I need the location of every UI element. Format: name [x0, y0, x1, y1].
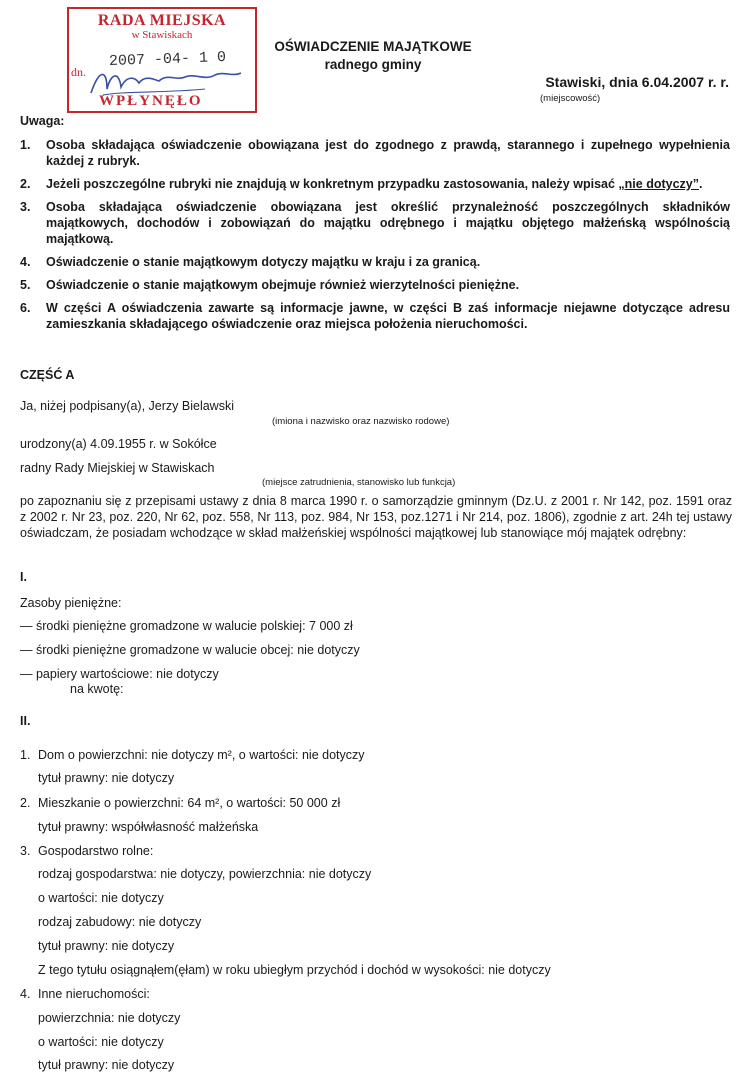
receipt-stamp — [67, 7, 257, 113]
note-item: 1. Osoba składająca oświadczenie obowiązana jest do zgodnego z prawdą, starannego i zupełnego wypełnienia każdej z rubryk. — [20, 138, 730, 168]
cash-foreign: — środki pieniężne gromadzone w walucie obcej: nie dotyczy — [20, 643, 360, 657]
farm-income: Z tego tytułu osiągnąłem(ęłam) w roku ubiegłym przychód i dochód w wysokości: nie dotyczy — [38, 963, 551, 977]
position-caption: (miejsce zatrudnienia, stanowisko lub funkcja) — [262, 477, 456, 488]
cash-pln: — środki pieniężne gromadzone w walucie polskiej: 7 000 zł — [20, 619, 353, 633]
stamp-subtitle: w Stawiskach — [131, 29, 193, 41]
stamp-received: WPŁYNĘŁO — [99, 93, 203, 109]
other-number: 4. — [20, 987, 31, 1001]
securities-amount: na kwotę: — [70, 682, 124, 696]
flat-line: Mieszkanie o powierzchni: 64 m², o wartości: 50 000 zł — [38, 796, 341, 810]
flat-title: tytuł prawny: współwłasność małżeńska — [38, 820, 259, 834]
note-item: 6. W części A oświadczenia zawarte są informacje jawne, w części B zaś informacje niejawne dotyczące adresu zamieszkania składającego oświadczenie oraz miejsca położenia nieruchomości. — [20, 301, 730, 331]
notes-list — [20, 137, 730, 339]
declarant-line: Ja, niżej podpisany(a), Jerzy Bielawski — [20, 399, 234, 413]
farm-type: rodzaj gospodarstwa: nie dotyczy, powierzchnia: nie dotyczy — [38, 867, 372, 881]
position-line: radny Rady Miejskiej w Stawiskach — [20, 461, 215, 475]
stamp-dn-label: dn. — [71, 65, 86, 79]
other-area: powierzchnia: nie dotyczy — [38, 1011, 181, 1025]
note-item: 4. Oświadczenie o stanie majątkowym dotyczy majątku w kraju i za granicą. — [20, 255, 481, 269]
farm-buildings: rodzaj zabudowy: nie dotyczy — [38, 915, 202, 929]
other-title: tytuł prawny: nie dotyczy — [38, 1058, 175, 1072]
not-applicable-phrase: „nie dotyczy” — [618, 177, 699, 191]
section-2-heading: II. — [20, 714, 31, 728]
farm-title: tytuł prawny: nie dotyczy — [38, 939, 175, 953]
declarant-caption: (imiona i nazwisko oraz nazwisko rodowe) — [272, 416, 450, 427]
securities: — papiery wartościowe: nie dotyczy — [20, 667, 219, 681]
flat-number: 2. — [20, 796, 31, 810]
farm-value: o wartości: nie dotyczy — [38, 891, 164, 905]
birth-line: urodzony(a) 4.09.1955 r. w Sokółce — [20, 437, 217, 451]
place-caption: (miejscowość) — [540, 93, 601, 104]
notes-heading: Uwaga: — [20, 114, 65, 128]
house-title: tytuł prawny: nie dotyczy — [38, 771, 175, 785]
other-line: Inne nieruchomości: — [38, 987, 150, 1001]
document-subtitle: radnego gminy — [324, 57, 422, 72]
document-title: OŚWIADCZENIE MAJĄTKOWE — [274, 39, 472, 54]
note-item: 2. Jeżeli poszczególne rubryki nie znajdują w konkretnym przypadku zastosowania, należy wpisać „nie dotyczy”. — [20, 177, 703, 191]
note-item: 5. Oświadczenie o stanie majątkowym obejmuje również wierzytelności pieniężne. — [20, 278, 520, 292]
part-a-heading: CZĘŚĆ A — [20, 368, 75, 382]
intro-paragraph: po zapoznaniu się z przepisami ustawy z dnia 8 marca 1990 r. o samorządzie gminnym (Dz.U. z 2001 r. Nr 142, poz. 1591 oraz z 2002 r. Nr 23, poz. 220, Nr 62, poz. 558, Nr 113, poz. 984, Nr 153, poz.1271 i Nr 214, poz. 1806), zgodnie z art. 24h tej ustawy oświadczam, że posiadam wchodzące w skład małżeńskiej wspólności majątkowej lub stanowiące mój majątek odrębny: — [20, 494, 732, 540]
stamp-date: 2007 -04- 1 0 — [108, 48, 227, 71]
cash-label: Zasoby pieniężne: — [20, 596, 122, 610]
house-line: Dom o powierzchni: nie dotyczy m², o wartości: nie dotyczy — [38, 748, 365, 762]
farm-line: Gospodarstwo rolne: — [38, 844, 154, 858]
stamp-title: RADA MIEJSKA — [97, 12, 227, 29]
document-title-block — [258, 38, 488, 74]
other-value: o wartości: nie dotyczy — [38, 1035, 164, 1049]
note-item: 3. Osoba składająca oświadczenie obowiązana jest określić przynależność poszczególnych składników majątkowych, dochodów i zobowiązań do majątku odrębnego i majątku objętego małżeńską wspólnością majątkową. — [20, 200, 730, 246]
farm-number: 3. — [20, 844, 31, 858]
section-1-heading: I. — [20, 570, 27, 584]
house-number: 1. — [20, 748, 31, 762]
place-date: Stawiski, dnia 6.04.2007 r. r. — [545, 74, 729, 90]
